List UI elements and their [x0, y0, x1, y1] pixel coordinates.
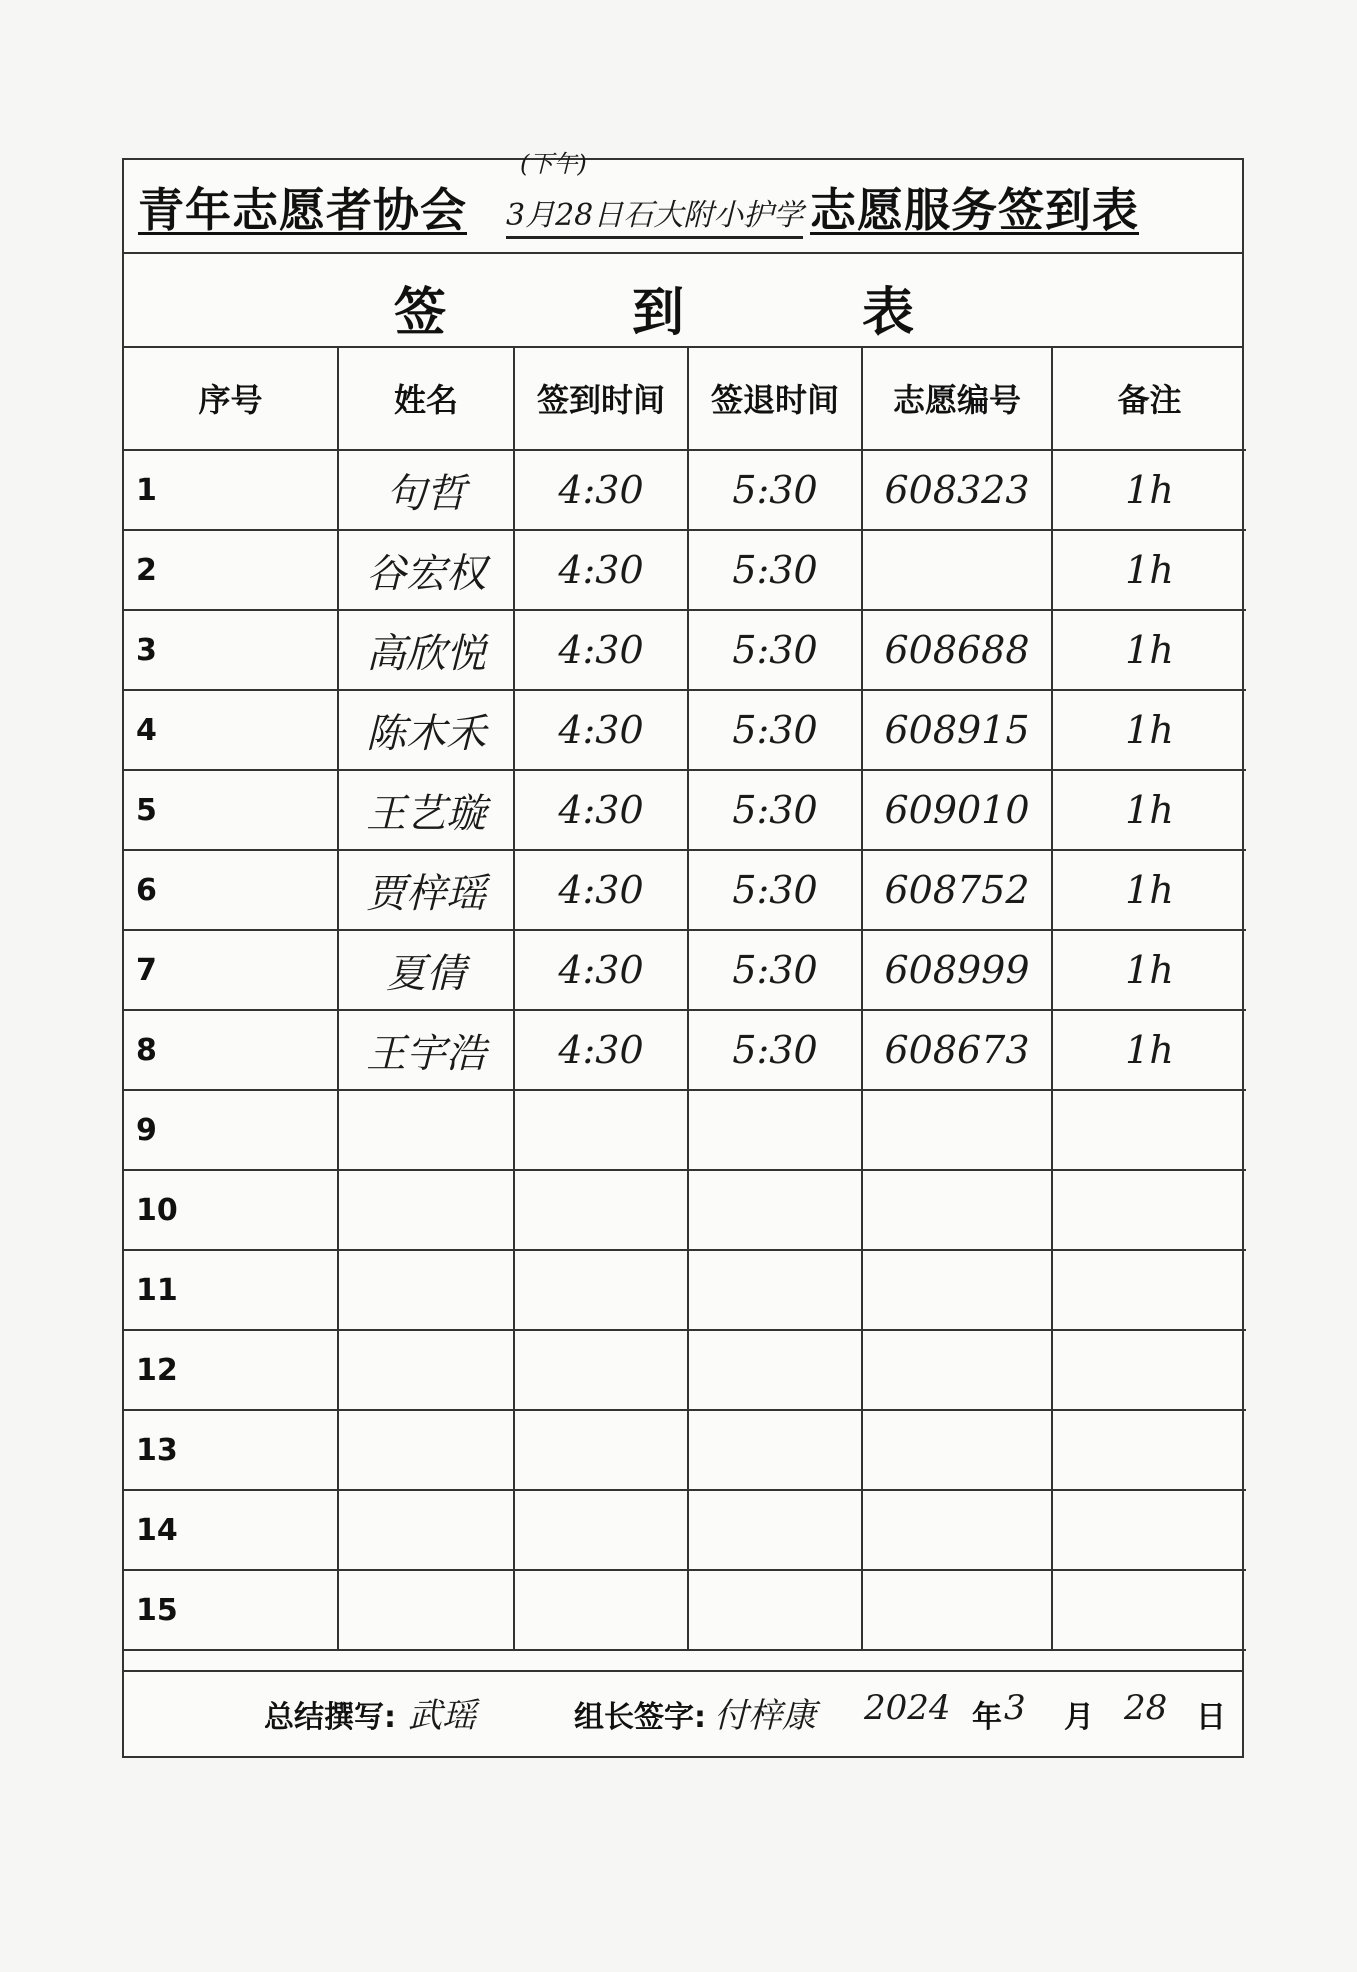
row-seq: 1 [124, 450, 338, 530]
row-sign-out-time [688, 1490, 862, 1570]
table-row [124, 1250, 1246, 1330]
column-header: 姓名 [338, 346, 514, 450]
row-seq: 8 [124, 1010, 338, 1090]
row-sign-out-time: 5:30 [688, 930, 862, 1010]
row-volunteer-id: 609010 [862, 770, 1052, 850]
row-name [338, 1410, 514, 1490]
leader-label: 组长签字: [574, 1700, 706, 1735]
date-year: 2024 [864, 1688, 951, 1728]
row-name: 王宇浩 [338, 1010, 514, 1090]
row-note: 1h [1052, 770, 1246, 850]
row-volunteer-id [862, 1090, 1052, 1170]
row-sign-out-time [688, 1410, 862, 1490]
column-header: 志愿编号 [862, 346, 1052, 450]
row-seq: 15 [124, 1570, 338, 1650]
row-volunteer-id: 608999 [862, 930, 1052, 1010]
row-note [1052, 1570, 1246, 1650]
title-prefix: 青年志愿者协会 [138, 183, 467, 237]
row-sign-in-time [514, 1490, 688, 1570]
row-name: 高欣悦 [338, 610, 514, 690]
row-sign-in-time [514, 1570, 688, 1650]
row-sign-in-time: 4:30 [514, 930, 688, 1010]
subtitle-char: 到 [632, 283, 685, 343]
row-name: 句哲 [338, 450, 514, 530]
table-row [124, 930, 1246, 1010]
row-sign-out-time [688, 1170, 862, 1250]
row-seq: 12 [124, 1330, 338, 1410]
table-row [124, 530, 1246, 610]
table-row [124, 1170, 1246, 1250]
row-seq: 10 [124, 1170, 338, 1250]
table-header-row [124, 346, 1246, 450]
table-row [124, 1330, 1246, 1410]
row-volunteer-id [862, 1570, 1052, 1650]
row-note: 1h [1052, 1010, 1246, 1090]
table-row [124, 850, 1246, 930]
table-row [124, 1010, 1246, 1090]
table-row [124, 1090, 1246, 1170]
row-sign-out-time: 5:30 [688, 1010, 862, 1090]
row-note [1052, 1330, 1246, 1410]
row-volunteer-id: 608688 [862, 610, 1052, 690]
row-name: 夏倩 [338, 930, 514, 1010]
row-sign-in-time [514, 1090, 688, 1170]
row-sign-out-time [688, 1330, 862, 1410]
row-sign-in-time: 4:30 [514, 690, 688, 770]
date-year-label: 年 [972, 1700, 1002, 1735]
row-sign-out-time: 5:30 [688, 450, 862, 530]
subtitle-char: 签 [394, 283, 447, 343]
footer-row [124, 1670, 1242, 1756]
row-name: 王艺璇 [338, 770, 514, 850]
row-name [338, 1250, 514, 1330]
row-seq: 14 [124, 1490, 338, 1570]
summary-label: 总结撰写: [264, 1700, 396, 1735]
row-name: 贾梓瑶 [338, 850, 514, 930]
row-seq: 4 [124, 690, 338, 770]
row-sign-in-time: 4:30 [514, 530, 688, 610]
row-name [338, 1570, 514, 1650]
row-note [1052, 1090, 1246, 1170]
row-name [338, 1330, 514, 1410]
row-name [338, 1170, 514, 1250]
row-seq: 3 [124, 610, 338, 690]
row-note: 1h [1052, 930, 1246, 1010]
row-sign-out-time: 5:30 [688, 610, 862, 690]
row-note: 1h [1052, 850, 1246, 930]
row-sign-in-time: 4:30 [514, 770, 688, 850]
row-seq: 13 [124, 1410, 338, 1490]
row-note [1052, 1490, 1246, 1570]
row-note [1052, 1170, 1246, 1250]
row-name: 谷宏权 [338, 530, 514, 610]
table-row [124, 1410, 1246, 1490]
row-seq: 9 [124, 1090, 338, 1170]
column-header: 签到时间 [514, 346, 688, 450]
row-seq: 7 [124, 930, 338, 1010]
row-note: 1h [1052, 530, 1246, 610]
row-name [338, 1090, 514, 1170]
row-sign-in-time: 4:30 [514, 850, 688, 930]
row-volunteer-id [862, 1170, 1052, 1250]
row-sign-out-time [688, 1570, 862, 1650]
row-volunteer-id [862, 1490, 1052, 1570]
row-name: 陈木禾 [338, 690, 514, 770]
column-header: 备注 [1052, 346, 1246, 450]
row-seq: 2 [124, 530, 338, 610]
row-sign-out-time [688, 1250, 862, 1330]
column-header: 序号 [124, 346, 338, 450]
row-sign-in-time: 4:30 [514, 1010, 688, 1090]
row-volunteer-id: 608915 [862, 690, 1052, 770]
attendance-table [124, 346, 1246, 1651]
row-sign-in-time [514, 1330, 688, 1410]
table-row [124, 1490, 1246, 1570]
row-seq: 6 [124, 850, 338, 930]
row-note [1052, 1410, 1246, 1490]
title-row [124, 150, 1242, 254]
subtitle-char: 表 [862, 283, 915, 343]
row-sign-out-time: 5:30 [688, 770, 862, 850]
date-day-label: 日 [1196, 1700, 1226, 1735]
row-name [338, 1490, 514, 1570]
row-note [1052, 1250, 1246, 1330]
table-body [124, 450, 1246, 1650]
table-row [124, 610, 1246, 690]
table-row [124, 770, 1246, 850]
row-sign-in-time [514, 1250, 688, 1330]
title-handwritten-note: (下午) [520, 150, 587, 178]
table-row [124, 450, 1246, 530]
row-seq: 11 [124, 1250, 338, 1330]
date-day: 28 [1124, 1688, 1168, 1728]
row-note: 1h [1052, 610, 1246, 690]
title-suffix: 志愿服务签到表 [810, 183, 1139, 237]
column-header: 签退时间 [688, 346, 862, 450]
table-row [124, 690, 1246, 770]
date-month-label: 月 [1064, 1700, 1094, 1735]
date-month: 3 [1004, 1688, 1026, 1728]
row-sign-in-time: 4:30 [514, 450, 688, 530]
row-volunteer-id [862, 1330, 1052, 1410]
row-sign-in-time [514, 1170, 688, 1250]
sign-in-sheet [122, 150, 1244, 1758]
row-sign-out-time [688, 1090, 862, 1170]
leader-signature: 付梓康 [714, 1696, 816, 1736]
row-volunteer-id [862, 1250, 1052, 1330]
subtitle-row [124, 252, 1242, 348]
row-sign-in-time [514, 1410, 688, 1490]
row-volunteer-id [862, 530, 1052, 610]
title-handwritten-event: 3月28日石大附小护学 [506, 190, 803, 239]
row-volunteer-id: 608752 [862, 850, 1052, 930]
row-note: 1h [1052, 690, 1246, 770]
row-note: 1h [1052, 450, 1246, 530]
row-volunteer-id: 608673 [862, 1010, 1052, 1090]
row-volunteer-id: 608323 [862, 450, 1052, 530]
row-volunteer-id [862, 1410, 1052, 1490]
row-sign-out-time: 5:30 [688, 690, 862, 770]
table-row [124, 1570, 1246, 1650]
row-sign-out-time: 5:30 [688, 530, 862, 610]
summary-signature: 武瑶 [408, 1696, 476, 1736]
row-sign-in-time: 4:30 [514, 610, 688, 690]
row-sign-out-time: 5:30 [688, 850, 862, 930]
row-seq: 5 [124, 770, 338, 850]
